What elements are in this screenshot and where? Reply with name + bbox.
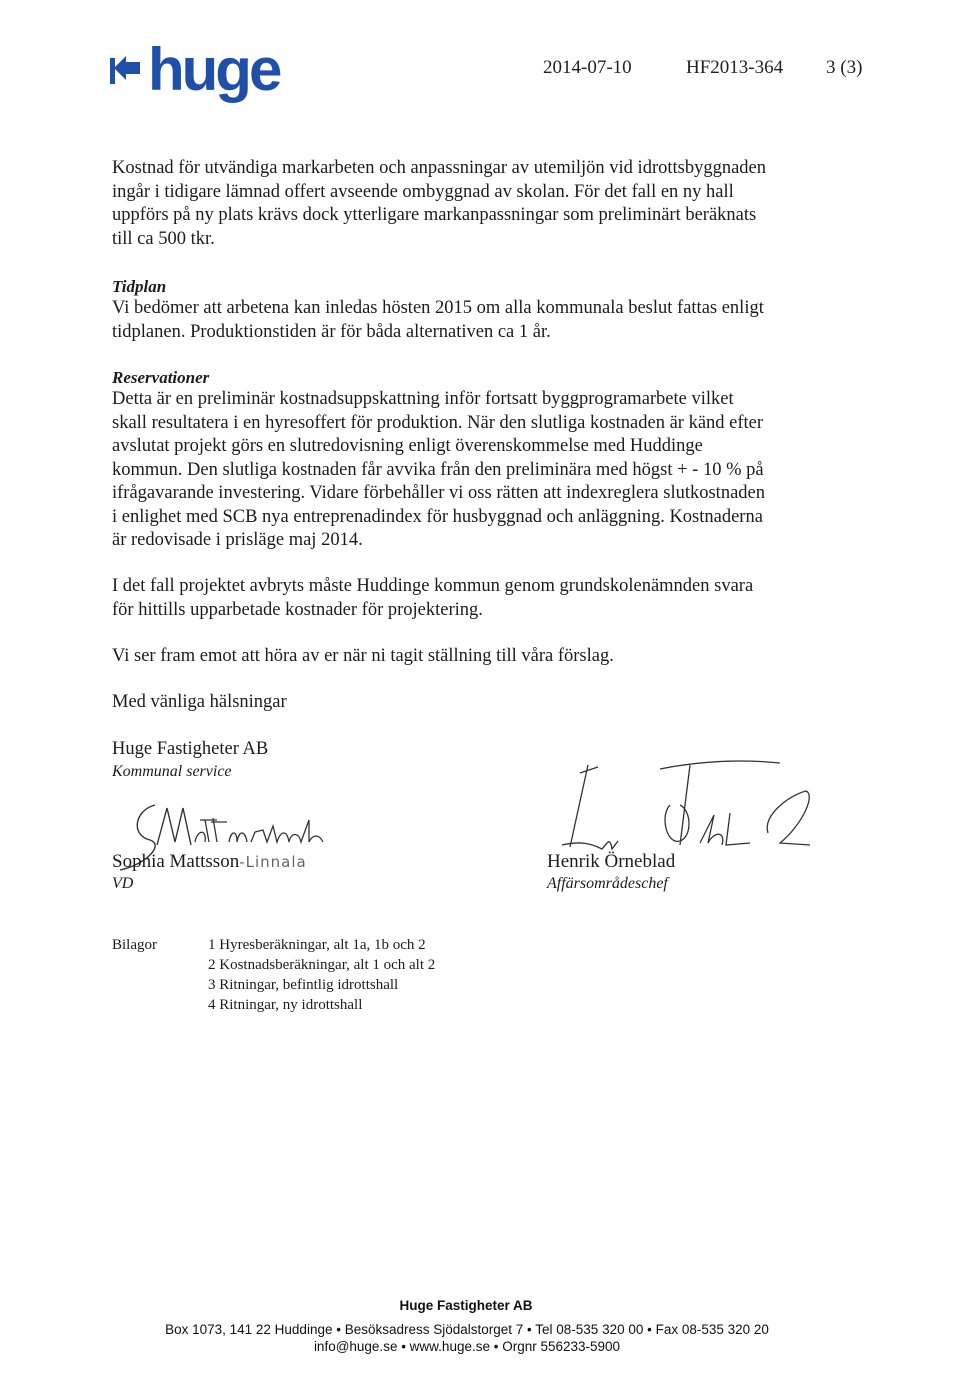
- text-line: skall resultatera i en hyresoffert för produktion. När den slutliga kostnaden är känd efter: [112, 412, 764, 433]
- text-line: ingår i tidigare lämnad offert avseende ombyggnad av skolan. För det fall en ny hall: [112, 181, 734, 202]
- paragraph-tidplan: [112, 297, 832, 344]
- signature-right-name: Henrik Örneblad: [547, 851, 676, 872]
- text-line: i enlighet med SCB nya entreprenadindex för husbyggnad och anläggning. Kostnaderna: [112, 506, 763, 527]
- text-line: ifrågavarande investering. Vidare förbehåller vi oss rätten att indexreglera slutkostnaden: [112, 483, 765, 503]
- signature-right-role: Affärsområdeschef: [547, 875, 668, 892]
- text-line: till ca 500 tkr.: [112, 228, 215, 249]
- heading-tidplan: Tidplan: [112, 277, 167, 296]
- text-line: tidplanen. Produktionstiden är för båda alternativen ca 1 år.: [112, 321, 551, 342]
- signature-left-role: VD: [112, 875, 134, 892]
- huge-logo-mark-icon: [108, 54, 148, 88]
- text-line: I det fall projektet avbryts måste Huddinge kommun genom grundskolenämnden svara: [112, 576, 754, 596]
- list-item: 4 Ritningar, ny idrottshall: [208, 997, 363, 1013]
- heading-reservationer: Reservationer: [112, 368, 210, 387]
- page-number: 3 (3): [826, 57, 863, 78]
- footer-address-line: Box 1073, 141 22 Huddinge • Besöksadress Sjödalstorget 7 • Tel 08-535 320 00 • Fax 08-535 320 20: [165, 1322, 769, 1337]
- company-name: Huge Fastigheter AB: [112, 739, 269, 759]
- text-line: kommun. Den slutliga kostnaden får avvika från den preliminära med högst + - 10 % på: [112, 459, 764, 480]
- list-item: 3 Ritningar, befintlig idrottshall: [208, 977, 399, 993]
- signature-left-name: [112, 851, 307, 873]
- bilagor-label: Bilagor: [112, 937, 157, 953]
- paragraph-markarbeten: [112, 157, 832, 251]
- signatory-name: Sophia Mattsson: [112, 851, 240, 872]
- document-reference: HF2013-364: [686, 57, 784, 78]
- text-line: är redovisade i prisläge maj 2014.: [112, 530, 363, 550]
- text-line: Detta är en preliminär kostnadsuppskattning inför fortsatt byggprogramarbete vilket: [112, 389, 734, 409]
- huge-logo: [108, 36, 308, 112]
- text-line: Kostnad för utvändiga markarbeten och anpassningar av utemiljön vid idrottsbyggnaden: [112, 158, 767, 178]
- list-item: 2 Kostnadsberäkningar, alt 1 och alt 2: [208, 957, 436, 973]
- text-line: för hittills upparbetade kostnader för projektering.: [112, 599, 483, 620]
- text-line: avslutat projekt görs en slutredovisning enligt överenskommelse med Huddinge: [112, 436, 703, 456]
- bilagor-list: [208, 935, 435, 1015]
- paragraph-reservationer: [112, 388, 832, 553]
- closing-greeting: Med vänliga hälsningar: [112, 692, 287, 712]
- text-line: Vi bedömer att arbetena kan inledas hösten 2015 om alla kommunala beslut fattas enligt: [112, 298, 764, 318]
- list-item: 1 Hyresberäkningar, alt 1a, 1b och 2: [208, 937, 426, 953]
- handwritten-suffix: -Linnala: [239, 853, 307, 871]
- paragraph-emot: Vi ser fram emot att höra av er när ni tagit ställning till våra förslag.: [112, 646, 614, 666]
- paragraph-avbryts: [112, 575, 832, 622]
- department-name: Kommunal service: [112, 763, 232, 780]
- footer-company: Huge Fastigheter AB: [399, 1298, 533, 1313]
- footer-contact-line: info@huge.se • www.huge.se • Orgnr 556233-5900: [313, 1339, 621, 1354]
- document-date: 2014-07-10: [543, 57, 632, 78]
- signature-right-handwriting: [540, 755, 820, 855]
- text-line: uppförs på ny plats krävs dock ytterligare markanpassningar som preliminärt beräknats: [112, 205, 757, 225]
- logo-text: huge: [148, 36, 280, 103]
